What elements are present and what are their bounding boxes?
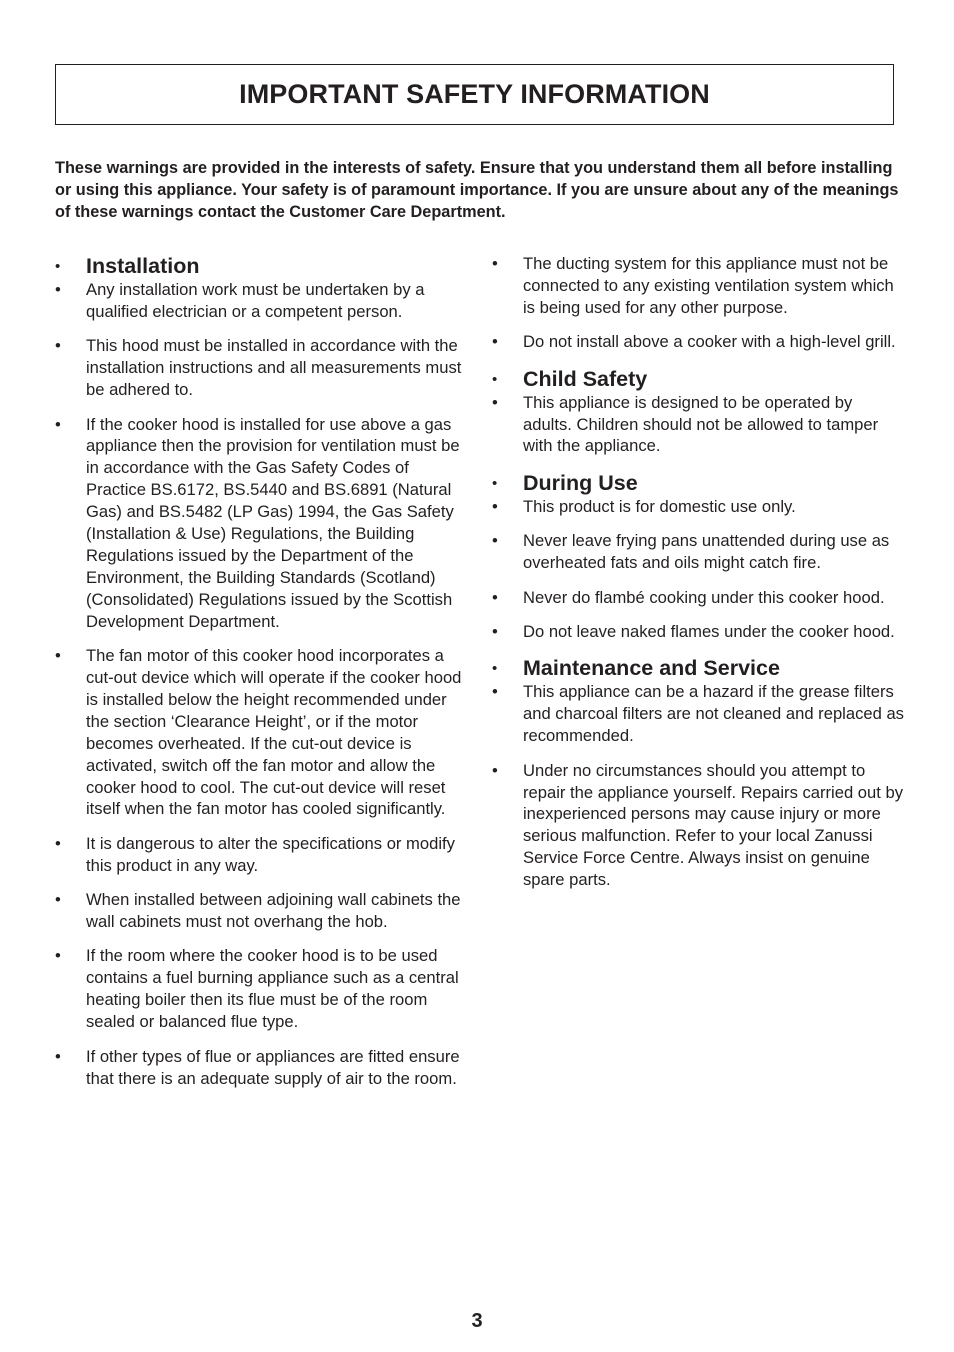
- bullet-icon: •: [492, 474, 498, 492]
- bullet-icon: •: [492, 587, 498, 607]
- bullet-icon: •: [492, 760, 498, 780]
- list-item: [55, 414, 465, 633]
- bullet-icon: •: [55, 258, 61, 275]
- bullet-icon: •: [492, 531, 498, 551]
- section-heading-label: Installation: [86, 254, 200, 278]
- bullet-icon: •: [492, 682, 498, 702]
- list-item-text: When installed between adjoining wall cabinets the wall cabinets must not overhang the hob.: [86, 890, 461, 932]
- bullet-icon: •: [492, 370, 498, 388]
- list-item: [492, 392, 904, 458]
- page-number: 3: [471, 1310, 483, 1332]
- bullet-icon: •: [55, 890, 61, 910]
- bullet-icon: •: [492, 660, 498, 678]
- right-column: [492, 253, 904, 904]
- section-heading-during-use: [492, 470, 904, 496]
- section-heading-label: Maintenance and Service: [523, 656, 780, 681]
- list-item-text: If the room where the cooker hood is to be used contains a fuel burning appliance such as a central heating boiler then its flue must be of the room sealed or balanced flue type.: [86, 946, 459, 1032]
- list-item: [492, 253, 904, 319]
- bullet-icon: •: [55, 1046, 61, 1066]
- bullet-icon: •: [492, 332, 498, 352]
- section-heading-label: Child Safety: [523, 366, 648, 391]
- list-item-text: Do not leave naked flames under the cooker hood.: [523, 621, 895, 641]
- section-heading-installation: [55, 253, 465, 279]
- bullet-icon: •: [55, 280, 61, 299]
- bullet-icon: •: [55, 833, 61, 853]
- left-column: [55, 253, 465, 1102]
- list-item-text: This hood must be installed in accordance with the installation instructions and all measurements must be adhered to.: [86, 336, 462, 400]
- list-item-text: The ducting system for this appliance must not be connected to any existing ventilation system which is being used for any other purpose.: [523, 254, 894, 317]
- list-item: [492, 331, 904, 353]
- list-item: [492, 530, 904, 574]
- list-item: [55, 645, 465, 820]
- list-item-text: It is dangerous to alter the specifications or modify this product in any way.: [86, 833, 455, 875]
- list-item: [492, 587, 904, 609]
- list-item-text: Never do flambé cooking under this cooker hood.: [523, 587, 885, 607]
- list-item-text: Under no circumstances should you attempt to repair the appliance yourself. Repairs carried out by inexperienced persons may cause injury or more serious malfunction. Refer to your local Zanussi Service Force Centre. Always insist on genuine spare parts.: [523, 760, 904, 890]
- bullet-icon: •: [55, 336, 61, 356]
- list-item: [55, 889, 465, 933]
- bullet-icon: •: [492, 496, 498, 516]
- list-item-text: Any installation work must be undertaken by a qualified electrician or a competent person.: [86, 280, 425, 321]
- title-box: [55, 64, 894, 125]
- list-item-text: This appliance is designed to be operated by adults. Children should not be allowed to tamper with the appliance.: [523, 392, 879, 456]
- list-item-text: If other types of flue or appliances are fitted ensure that there is an adequate supply of air to the room.: [86, 1046, 460, 1088]
- list-item-text: This product is for domestic use only.: [523, 496, 796, 516]
- list-item: [55, 279, 465, 323]
- page-title: IMPORTANT SAFETY INFORMATION: [239, 79, 710, 109]
- list-item: [492, 760, 904, 891]
- list-item-text: If the cooker hood is installed for use above a gas appliance then the provision for ventilation must be in accordance with the Gas Safety Codes of Practice BS.6172, BS.5440 and BS.6891 (Natural Gas) and BS.5482 (LP Gas) 1994, the Gas Safety (Installation & Use) Regulations, the Building Regulations issued by the Department of the Environment, the Building Standards (Scotland) (Consolidated) Regulations issued by the Scottish Development Department.: [86, 414, 460, 631]
- list-item: [55, 833, 465, 877]
- list-item-text: Never leave frying pans unattended during use as overheated fats and oils might catch fire.: [523, 531, 890, 573]
- list-item: [55, 945, 465, 1033]
- bullet-icon: •: [492, 392, 498, 412]
- list-item: [492, 681, 904, 747]
- bullet-icon: •: [492, 254, 498, 273]
- list-item: [55, 1046, 465, 1090]
- list-item: [492, 621, 904, 643]
- list-item-text: This appliance can be a hazard if the grease filters and charcoal filters are not cleaned and replaced as recommended.: [523, 682, 904, 746]
- bullet-icon: •: [55, 946, 61, 966]
- list-item-text: The fan motor of this cooker hood incorporates a cut-out device which will operate if the cooker hood is installed below the height recommended under the section ‘Clearance Height’, or if the motor becomes overheated. If the cut-out device is activated, switch off the fan motor and allow the cooker hood to cool. The cut-out device will reset itself when the fan motor has cooled significantly.: [86, 646, 462, 819]
- list-item: [492, 496, 904, 518]
- section-heading-maintenance: [492, 655, 904, 681]
- bullet-icon: •: [55, 646, 61, 666]
- section-heading-label: During Use: [523, 470, 638, 495]
- bullet-icon: •: [492, 621, 498, 641]
- intro-paragraph: These warnings are provided in the interests of safety. Ensure that you understand them all before installing or using this appliance. Your safety is of paramount importance. If you are unsure about any of the meanings of these warnings contact the Customer Care Department.: [55, 159, 899, 221]
- section-heading-child-safety: [492, 366, 904, 392]
- list-item: [55, 335, 465, 401]
- bullet-icon: •: [55, 414, 61, 434]
- list-item-text: Do not install above a cooker with a high-level grill.: [523, 332, 896, 352]
